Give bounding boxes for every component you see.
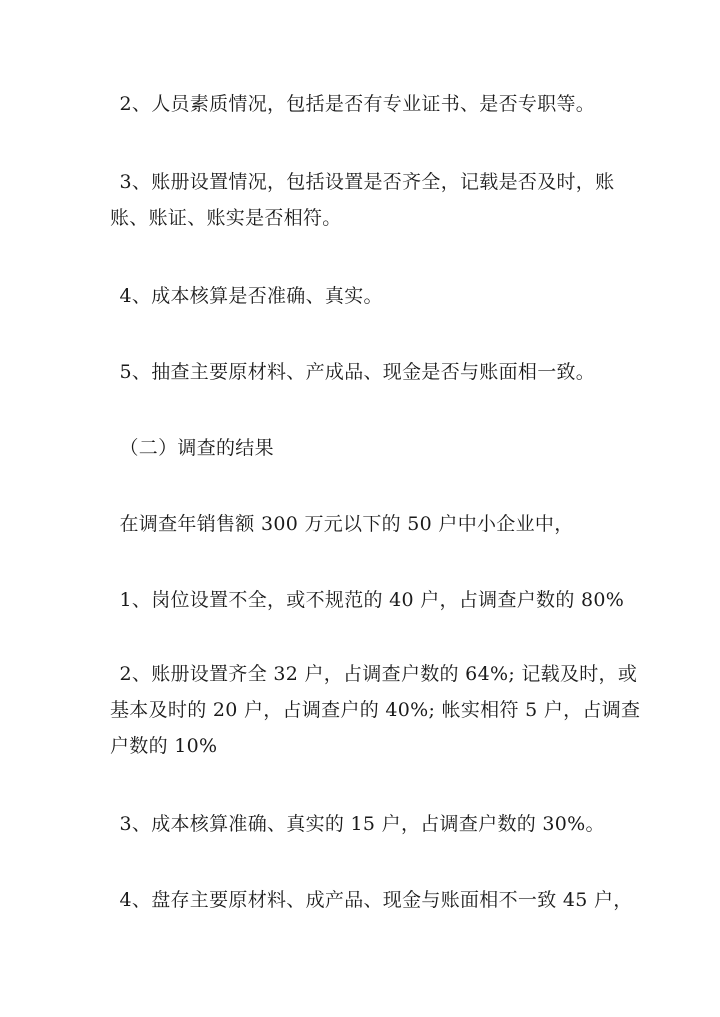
paragraph-line: 2、人员素质情况，包括是否有专业证书、是否专职等。 [119,93,596,115]
paragraph-line: 1、岗位设置不全，或不规范的 40 户，占调查户数的 80% [119,589,625,611]
section-heading: （二）调查的结果 [119,437,274,459]
paragraph-line: 3、成本核算准确、真实的 15 户，占调查户数的 30%。 [119,813,605,835]
paragraph-line: 在调查年销售额 300 万元以下的 50 户中小企业中， [119,513,574,535]
paragraph-survey-scope [110,506,620,542]
paragraph-line: 4、盘存主要原材料、成产品、现金与账面相不一致 45 户， [119,889,633,911]
paragraph-result-accounts [110,656,641,764]
paragraph-line: 5、抽查主要原材料、产成品、现金是否与账面相一致。 [119,361,596,383]
paragraph-account-setup [110,164,620,236]
paragraph-result-inventory [110,882,633,918]
paragraph-inventory-check [110,354,620,390]
paragraph-line: 4、成本核算是否准确、真实。 [119,285,383,307]
paragraph-staff-quality [110,86,620,122]
paragraph-line: 2、账册设置齐全 32 户，占调查户数的 64%; 记载及时，或 [119,663,638,685]
paragraph-line: 户数的 10% [110,735,218,757]
section-heading-results [110,430,620,466]
paragraph-line: 基本及时的 20 户，占调查户的 40%; 帐实相符 5 户，占调查 [110,699,641,721]
paragraph-cost-accounting [110,278,620,314]
paragraph-result-cost [110,806,620,842]
paragraph-line: 账、账证、账实是否相符。 [110,207,342,229]
paragraph-result-positions [110,582,625,618]
paragraph-line: 3、账册设置情况，包括设置是否齐全，记载是否及时，账 [119,171,615,193]
